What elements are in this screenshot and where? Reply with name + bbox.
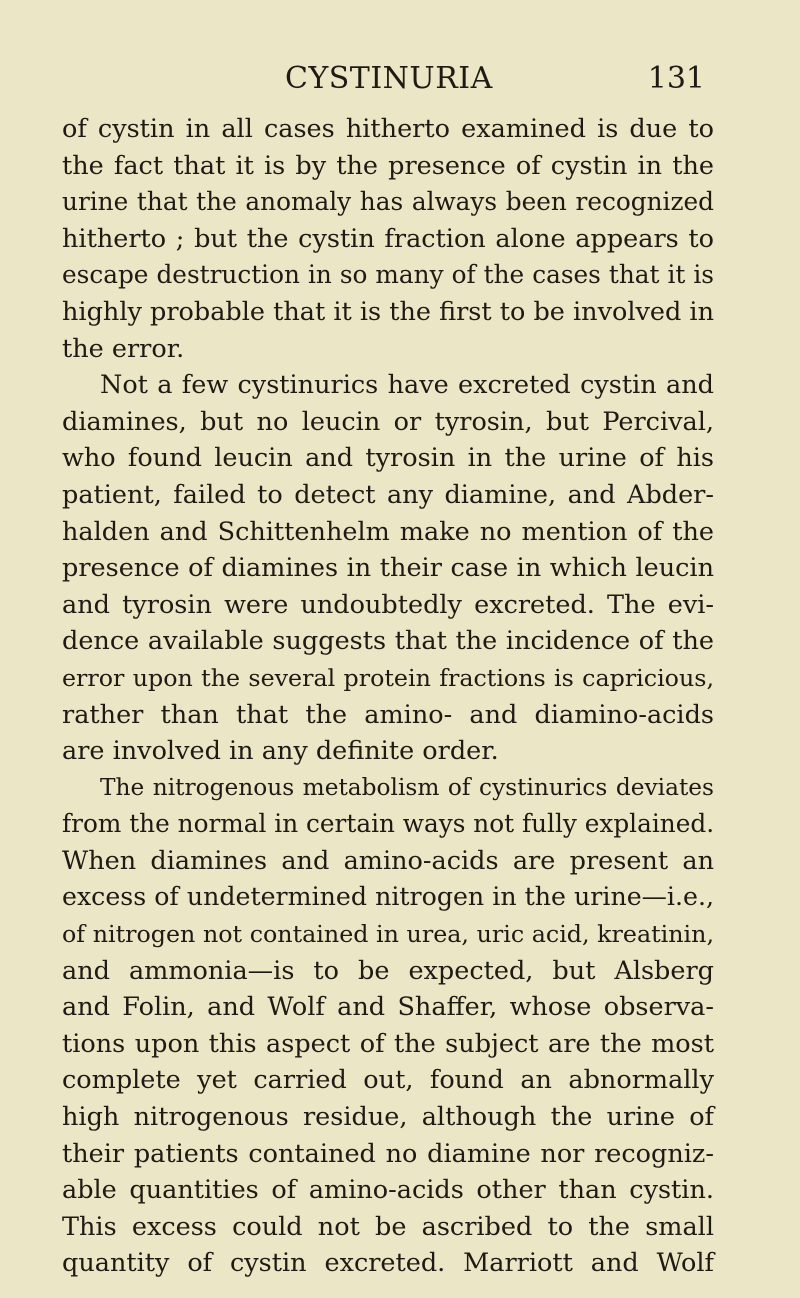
text-line: rather than that the amino- and diamino-acids [62,699,714,730]
body-text [62,111,714,1282]
text-line: hitherto ; but the cystin fraction alone appears to [62,223,714,254]
text-line: the error. [62,333,185,364]
text-line: and ammonia—is to be expected, but Alsberg [62,955,714,986]
text-line: their patients contained no diamine nor recogniz- [62,1138,714,1169]
text-line: diamines, but no leucin or tyrosin, but Percival, [62,406,714,437]
text-line: high nitrogenous residue, although the urine of [62,1102,714,1133]
text-line: and Folin, and Wolf and Shaffer, whose observa- [62,992,714,1023]
text-line: excess of undetermined nitrogen in the urine—i.e., [62,882,714,912]
text-line: patient, failed to detect any diamine, and Abder- [62,479,714,510]
running-head [150,56,705,102]
text-line: presence of diamines in their case in which leucin [62,553,714,584]
text-line: escape destruction in so many of the cases that it is [62,260,714,290]
text-line: This excess could not be ascribed to the small [62,1211,714,1242]
text-line: highly probable that it is the first to be involved in [62,296,714,327]
text-line: tions upon this aspect of the subject are the most [62,1028,714,1059]
text-line: able quantities of amino-acids other than cystin. [62,1175,714,1206]
running-title: CYSTINURIA [285,61,493,96]
text-line: of cystin in all cases hitherto examined is due to [62,114,714,144]
text-line: and tyrosin were undoubtedly excreted. The evi- [62,589,714,620]
text-line: dence available suggests that the incidence of the [62,626,714,657]
text-line: The nitrogenous metabolism of cystinurics deviates [100,773,714,801]
page-number: 131 [647,61,705,96]
text-line: halden and Schittenhelm make no mention of the [62,516,714,547]
text-line: of nitrogen not contained in urea, uric acid, kreatinin, [62,920,714,949]
text-line: urine that the anomaly has always been recognized [62,187,714,217]
text-line: quantity of cystin excreted. Marriott and Wolf [62,1248,714,1279]
text-line: complete yet carried out, found an abnormally [62,1065,714,1096]
text-line: When diamines and amino-acids are present an [62,845,714,876]
text-line: the fact that it is by the presence of cystin in the [62,150,714,181]
text-line: Not a few cystinurics have excreted cystin and [100,370,714,401]
text-line: who found leucin and tyrosin in the urine of his [62,443,714,474]
text-line: are involved in any definite order. [62,736,499,767]
text-line: error upon the several protein fractions is capricious, [62,663,714,692]
text-line: from the normal in certain ways not fully explained. [62,809,715,839]
